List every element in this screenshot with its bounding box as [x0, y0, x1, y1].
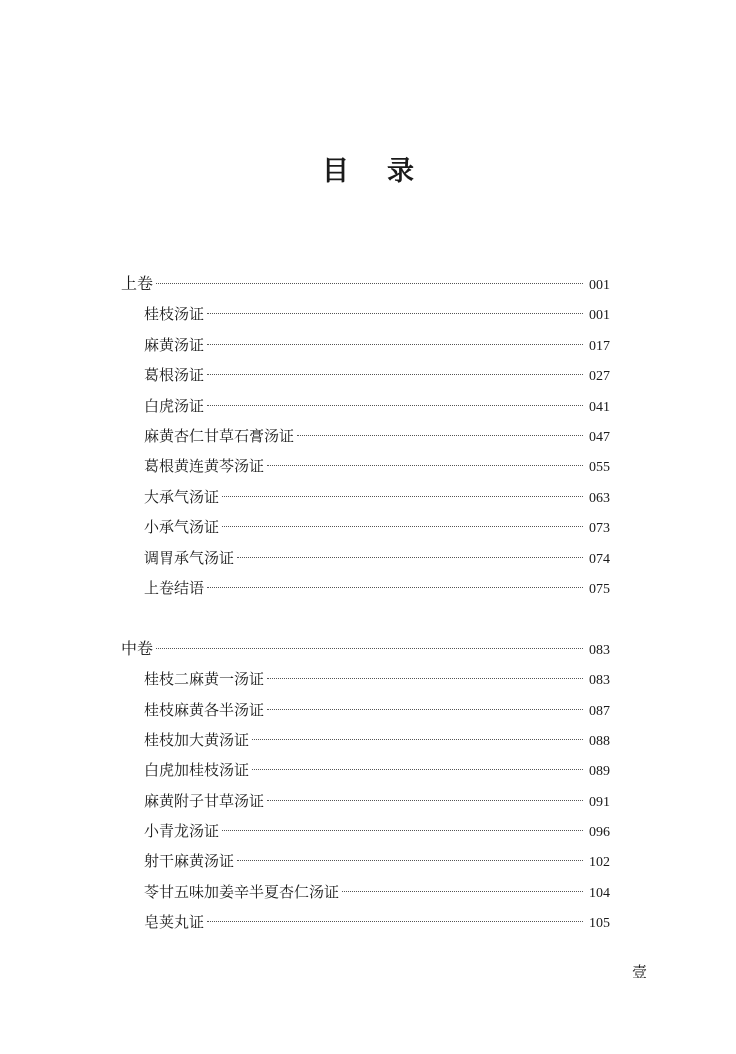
- dot-leader: [342, 891, 583, 892]
- toc-entry-label: 桂枝加大黄汤证: [144, 731, 250, 749]
- toc-entry-row[interactable]: [144, 395, 610, 417]
- dot-leader: [237, 860, 583, 861]
- toc-entry-label: 桂枝二麻黄一汤证: [144, 670, 265, 688]
- toc-page-number: 089: [589, 764, 610, 779]
- toc-page-number: 073: [589, 521, 610, 536]
- toc-entry-label: 上卷结语: [144, 579, 205, 597]
- dot-leader: [267, 800, 583, 801]
- toc-page-number: 041: [589, 400, 610, 415]
- toc-page-number: 063: [589, 491, 610, 506]
- dot-leader: [297, 435, 583, 436]
- toc-entry-label: 麻黄附子甘草汤证: [144, 792, 265, 810]
- toc-entry-label: 小青龙汤证: [144, 822, 220, 840]
- toc-entry-label: 调胃承气汤证: [144, 549, 235, 567]
- toc-page-number: 001: [589, 278, 610, 293]
- dot-leader: [222, 830, 583, 831]
- toc-page-number: 055: [589, 460, 610, 475]
- toc-page-number: 017: [589, 339, 610, 354]
- toc-entry-label: 葛根黄连黄芩汤证: [144, 457, 265, 475]
- dot-leader: [267, 678, 583, 679]
- toc-entry-row[interactable]: [144, 577, 610, 599]
- toc-entry-row[interactable]: [144, 425, 610, 447]
- toc-entry-label: 桂枝汤证: [144, 305, 205, 323]
- toc-entry-label: 小承气汤证: [144, 518, 220, 536]
- dot-leader: [207, 313, 583, 314]
- dot-leader: [207, 921, 583, 922]
- dot-leader: [267, 465, 583, 466]
- toc-page-number: 027: [589, 369, 610, 384]
- toc-entry-label: 麻黄汤证: [144, 336, 205, 354]
- toc-page-number: 105: [589, 916, 610, 931]
- toc-entry-label: 大承气汤证: [144, 488, 220, 506]
- toc-entry-label: 白虎加桂枝汤证: [144, 761, 250, 779]
- toc-page-number: 001: [589, 308, 610, 323]
- toc-section-label: 上卷: [121, 274, 154, 293]
- dot-leader: [207, 587, 583, 588]
- toc-page-number: 047: [589, 430, 610, 445]
- dot-leader: [156, 648, 583, 649]
- toc-section-row[interactable]: [121, 638, 610, 660]
- dot-leader: [222, 526, 583, 527]
- toc-entry-row[interactable]: [144, 455, 610, 477]
- toc-entry-row[interactable]: [144, 668, 610, 690]
- toc-entry-row[interactable]: [144, 820, 610, 842]
- dot-leader: [252, 769, 583, 770]
- dot-leader: [207, 344, 583, 345]
- toc-entry-label: 苓甘五味加姜辛半夏杏仁汤证: [144, 883, 340, 901]
- dot-leader: [156, 283, 583, 284]
- toc-entry-row[interactable]: [144, 334, 610, 356]
- toc-page-number: 088: [589, 734, 610, 749]
- toc-page-number: 083: [589, 673, 610, 688]
- toc-section-label: 中卷: [121, 639, 154, 658]
- dot-leader: [207, 374, 583, 375]
- toc-page-number: 087: [589, 704, 610, 719]
- toc-entry-label: 葛根汤证: [144, 366, 205, 384]
- toc-entry-row[interactable]: [144, 850, 610, 872]
- page-folio: 壹: [631, 963, 647, 981]
- toc-entry-row[interactable]: [144, 303, 610, 325]
- toc-page-number: 074: [589, 552, 610, 567]
- toc-page-number: 083: [589, 643, 610, 658]
- toc-entry-row[interactable]: [144, 516, 610, 538]
- dot-leader: [222, 496, 583, 497]
- toc-entry-label: 麻黄杏仁甘草石膏汤证: [144, 427, 295, 445]
- toc-entry-label: 桂枝麻黄各半汤证: [144, 701, 265, 719]
- dot-leader: [237, 557, 583, 558]
- toc-entry-row[interactable]: [144, 790, 610, 812]
- dot-leader: [207, 405, 583, 406]
- toc-entry-row[interactable]: [144, 881, 610, 903]
- toc-entry-row[interactable]: [144, 729, 610, 751]
- toc-page-number: 096: [589, 825, 610, 840]
- toc-page-number: 102: [589, 855, 610, 870]
- toc-entry-row[interactable]: [144, 759, 610, 781]
- toc-entry-row[interactable]: [144, 699, 610, 721]
- toc-entry-row[interactable]: [144, 486, 610, 508]
- toc-page-number: 075: [589, 582, 610, 597]
- toc-page-number: 104: [589, 886, 610, 901]
- toc-entry-row[interactable]: [144, 547, 610, 569]
- toc-section-row[interactable]: [121, 273, 610, 295]
- toc-entry-row[interactable]: [144, 364, 610, 386]
- toc-entry-row[interactable]: [144, 911, 610, 933]
- toc-entry-label: 白虎汤证: [144, 397, 205, 415]
- toc-entry-label: 射干麻黄汤证: [144, 852, 235, 870]
- page-title: 目录: [322, 156, 452, 187]
- toc-page-number: 091: [589, 795, 610, 810]
- toc-entry-label: 皂荚丸证: [144, 913, 205, 931]
- dot-leader: [267, 709, 583, 710]
- dot-leader: [252, 739, 583, 740]
